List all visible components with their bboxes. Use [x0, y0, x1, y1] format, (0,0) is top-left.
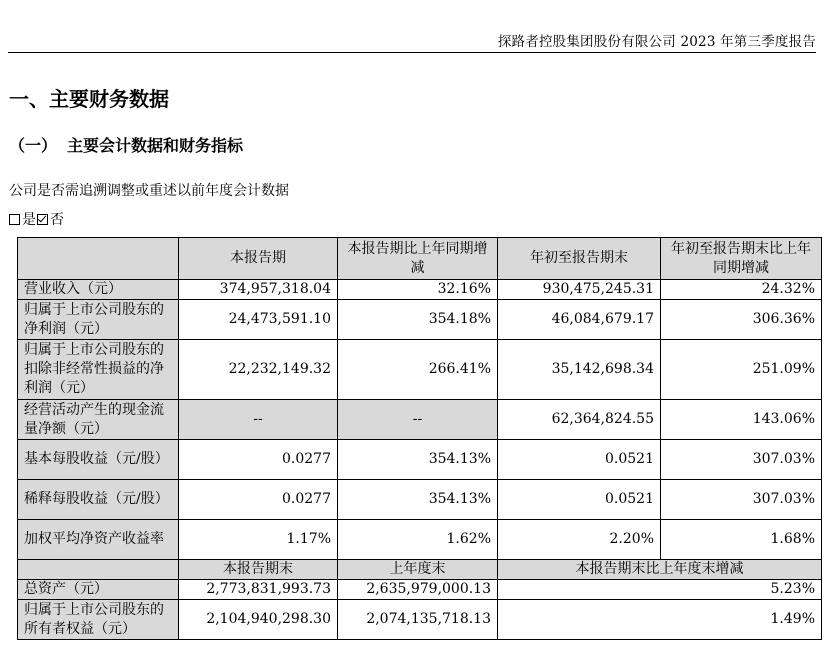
report-title: 探路者控股集团股份有限公司 2023 年第三季度报告 [497, 34, 816, 50]
header-blank-cell [18, 238, 179, 280]
subsection-number: （一） [9, 136, 58, 155]
cell-value: 46,084,679.17 [498, 300, 661, 340]
header-cell: 本报告期 [179, 238, 338, 280]
cell-value: 143.06% [661, 400, 822, 440]
cell-value: 0.0277 [179, 440, 338, 480]
section-title: 一、主要财务数据 [9, 87, 169, 111]
cell-value: 1.68% [661, 520, 822, 560]
restate-choice [9, 209, 64, 229]
cell-value: 2,635,979,000.13 [338, 580, 498, 600]
financial-data-table [17, 237, 822, 640]
cell-value: -- [179, 400, 338, 440]
subsection-text: 主要会计数据和财务指标 [67, 136, 244, 155]
table-row [18, 340, 822, 400]
row-label: 总资产（元） [18, 580, 179, 600]
cell-value: 24.32% [661, 280, 822, 300]
cell-value: 307.03% [661, 480, 822, 520]
row-label: 经营活动产生的现金流量净额（元） [18, 400, 179, 440]
cell-value: 24,473,591.10 [179, 300, 338, 340]
cell-value: 930,475,245.31 [498, 280, 661, 300]
subheader-blank-cell [18, 560, 179, 580]
header-cell: 年初至报告期末比上年同期增减 [661, 238, 822, 280]
cell-value: 2,104,940,298.30 [179, 600, 338, 640]
cell-value: 306.36% [661, 300, 822, 340]
cell-value: 251.09% [661, 340, 822, 400]
subsection-title [9, 133, 243, 156]
cell-value: 266.41% [338, 340, 498, 400]
cell-value: 307.03% [661, 440, 822, 480]
cell-value: 0.0521 [498, 440, 661, 480]
subheader-cell: 本报告期末比上年度末增减 [498, 560, 822, 580]
no-label: 否 [50, 212, 64, 228]
cell-value: 5.23% [498, 580, 822, 600]
table-row [18, 480, 822, 520]
cell-value: 35,142,698.34 [498, 340, 661, 400]
table-row [18, 400, 822, 440]
table-row [18, 520, 822, 560]
table-row [18, 300, 822, 340]
cell-value: 62,364,824.55 [498, 400, 661, 440]
row-label: 基本每股收益（元/股） [18, 440, 179, 480]
cell-value: -- [338, 400, 498, 440]
cell-value: 1.49% [498, 600, 822, 640]
cell-value: 0.0277 [179, 480, 338, 520]
restate-question: 公司是否需追溯调整或重述以前年度会计数据 [9, 183, 289, 199]
cell-value: 1.62% [338, 520, 498, 560]
row-label: 加权平均净资产收益率 [18, 520, 179, 560]
cell-value: 354.13% [338, 480, 498, 520]
cell-value: 0.0521 [498, 480, 661, 520]
page-header [8, 26, 816, 53]
yes-label: 是 [22, 212, 36, 228]
row-label: 归属于上市公司股东的所有者权益（元） [18, 600, 179, 640]
cell-value: 22,232,149.32 [179, 340, 338, 400]
table-row [18, 440, 822, 480]
cell-value: 354.13% [338, 440, 498, 480]
cell-value: 374,957,318.04 [179, 280, 338, 300]
table-header-row [18, 238, 822, 280]
header-cell: 年初至报告期末 [498, 238, 661, 280]
cell-value: 2,773,831,993.73 [179, 580, 338, 600]
checkbox-no[interactable] [37, 214, 48, 225]
cell-value: 2,074,135,718.13 [338, 600, 498, 640]
header-cell: 本报告期比上年同期增减 [338, 238, 498, 280]
table-subheader-row [18, 560, 822, 580]
table-row [18, 600, 822, 640]
row-label: 归属于上市公司股东的净利润（元） [18, 300, 179, 340]
cell-value: 354.18% [338, 300, 498, 340]
subheader-cell: 上年度末 [338, 560, 498, 580]
row-label: 营业收入（元） [18, 280, 179, 300]
cell-value: 32.16% [338, 280, 498, 300]
row-label: 稀释每股收益（元/股） [18, 480, 179, 520]
table-row [18, 280, 822, 300]
subheader-cell: 本报告期末 [179, 560, 338, 580]
table-row [18, 580, 822, 600]
cell-value: 2.20% [498, 520, 661, 560]
checkbox-yes[interactable] [9, 214, 20, 225]
row-label: 归属于上市公司股东的扣除非经常性损益的净利润（元） [18, 340, 179, 400]
cell-value: 1.17% [179, 520, 338, 560]
